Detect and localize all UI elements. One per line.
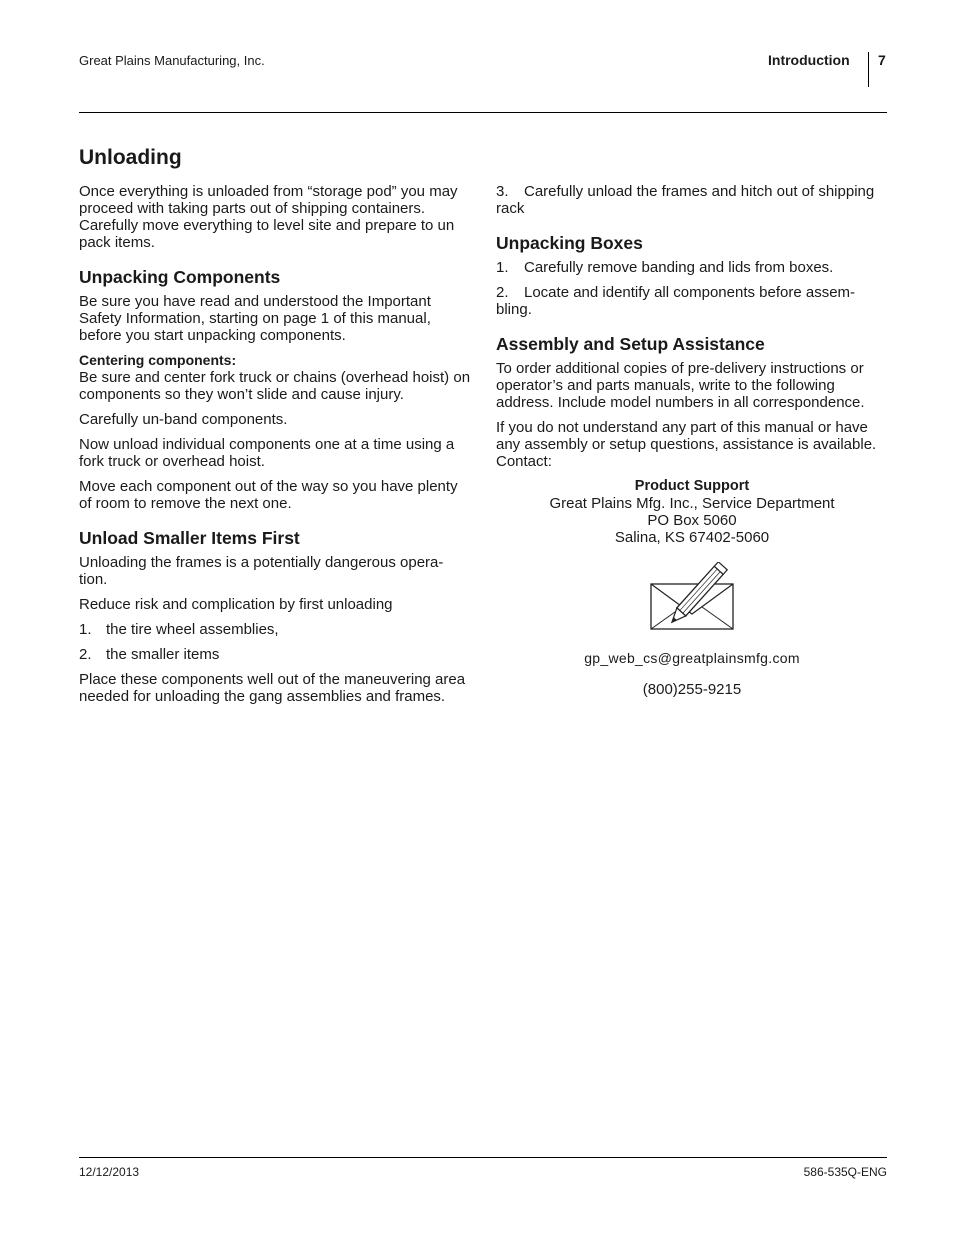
step-3-text: Carefully unload the frames and hitch out of shipping rack	[496, 183, 875, 217]
list-item-number: 2.	[79, 646, 92, 663]
address-line-2: PO Box 5060	[647, 512, 737, 529]
unpacking-boxes-heading: Unpacking Boxes	[496, 233, 643, 253]
assembly-paragraph-2: If you do not understand any part of this manual or have any assembly or setup questions, assistance is available. Contact:	[496, 419, 877, 470]
step-3-number: 3.	[496, 183, 509, 200]
unload-smaller-heading: Unload Smaller Items First	[79, 528, 300, 548]
product-support-title: Product Support	[634, 478, 750, 494]
list-item-number: 1.	[496, 259, 509, 276]
unload-smaller-paragraph-3: Place these components well out of the maneuvering area needed for unloading the gang assemblies and frames.	[79, 671, 466, 705]
unload-individual-paragraph: Now unload individual components one at a time using a fork truck or overhead hoist.	[79, 436, 455, 470]
centering-text: Be sure and center fork truck or chains (overhead hoist) on components so they won’t slide and cause injury.	[79, 369, 471, 403]
left-column	[79, 183, 471, 713]
header-section-title: Introduction	[768, 52, 850, 68]
product-support-address	[496, 478, 888, 546]
step-3	[496, 183, 888, 217]
envelope-pencil-icon	[496, 562, 888, 640]
unload-smaller-paragraph-1: Unloading the frames is a potentially dangerous opera-tion.	[79, 554, 444, 588]
header-divider	[868, 52, 869, 87]
list-item-text: the tire wheel assemblies,	[106, 621, 279, 638]
assembly-heading: Assembly and Setup Assistance	[496, 334, 765, 354]
address-line-1: Great Plains Mfg. Inc., Service Department	[549, 495, 835, 512]
support-phone: (800)255-9215	[642, 681, 742, 698]
list-item	[496, 259, 888, 276]
list-item	[79, 621, 471, 638]
header-rule	[79, 112, 887, 113]
support-email[interactable]: gp_web_cs@greatplainsmfg.com	[584, 650, 800, 666]
intro-paragraph: Once everything is unloaded from “storage pod” you may proceed with taking parts out of shipping containers. Carefully move everything to level site and prepare to un pack items.	[79, 183, 458, 251]
unpacking-components-paragraph: Be sure you have read and understood the Important Safety Information, starting on page 1 of this manual, before you start unpacking components.	[79, 293, 431, 344]
list-item-text: the smaller items	[106, 646, 220, 663]
unband-paragraph: Carefully un-band components.	[79, 411, 288, 428]
list-item-text: Locate and identify all components before assem-bling.	[496, 284, 856, 318]
header-company: Great Plains Manufacturing, Inc.	[79, 53, 265, 68]
list-item	[496, 284, 888, 318]
move-component-paragraph: Move each component out of the way so you have plenty of room to remove the next one.	[79, 478, 458, 512]
centering-block	[79, 352, 471, 403]
right-column	[496, 183, 888, 706]
unload-smaller-paragraph-2: Reduce risk and complication by first unloading	[79, 596, 393, 613]
footer-rule	[79, 1157, 887, 1158]
list-item	[79, 646, 471, 663]
list-item-text: Carefully remove banding and lids from boxes.	[524, 259, 834, 276]
list-item-number: 2.	[496, 284, 509, 301]
assembly-paragraph-1: To order additional copies of pre-delivery instructions or operator’s and parts manuals, write to the following address. Include model numbers in all correspondence.	[496, 360, 865, 411]
footer-date: 12/12/2013	[79, 1165, 140, 1179]
footer-document-code: 586-535Q-ENG	[803, 1165, 887, 1179]
page-number: 7	[878, 52, 886, 68]
unpacking-components-heading: Unpacking Components	[79, 267, 281, 287]
list-item-number: 1.	[79, 621, 92, 638]
address-line-3: Salina, KS 67402-5060	[614, 529, 770, 546]
centering-subheading: Centering components:	[79, 352, 237, 368]
page-title: Unloading	[79, 146, 182, 169]
